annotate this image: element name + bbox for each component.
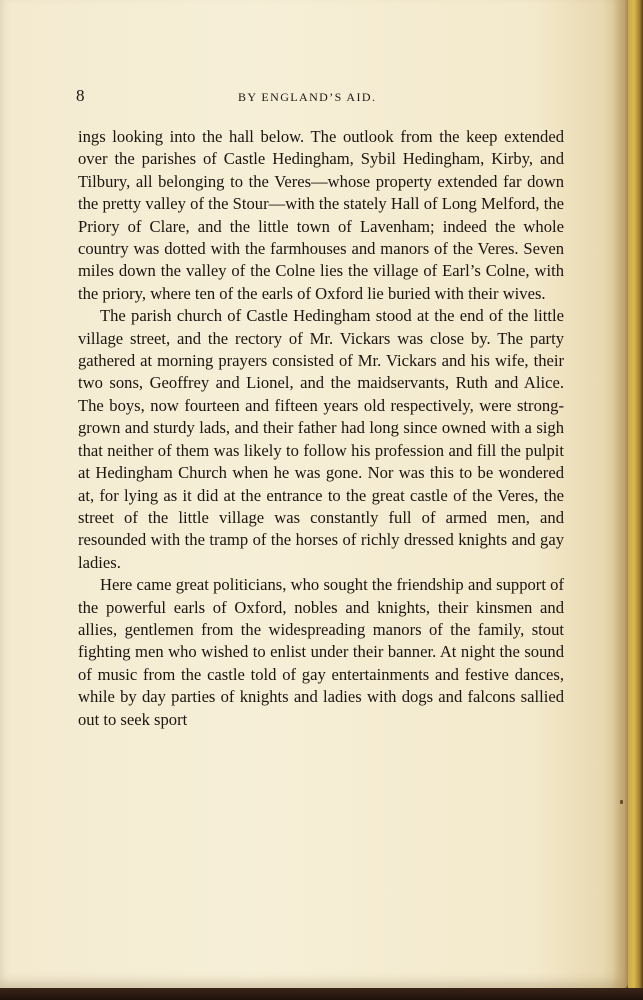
running-head: BY ENGLAND’S AID. <box>238 90 377 104</box>
book-binding-edge <box>628 0 643 1000</box>
ink-speck <box>620 800 623 804</box>
paragraph-continued: ings looking into the hall below. The outlook from the keep extended over the parishes of Castle Hedingham, Sybil Hedingham, Kirby, and Tilbury, all belonging to the Veres—whose property extended far down the pretty valley of the Stour—with the stately Hall of Long Melford, the Priory of Clare, and the little town of Lavenham; indeed the whole country was dotted with the farmhouses and manors of the Veres. Seven miles down the valley of the Colne lies the village of Earl’s Colne, with the priory, where ten of the earls of Oxford lie buried with their wives. <box>78 127 564 303</box>
page-header <box>76 86 566 110</box>
body-text <box>78 126 564 731</box>
bottom-shadow-band <box>0 988 643 1000</box>
page-number: 8 <box>76 86 85 105</box>
paragraph: Here came great politicians, who sought the friendship and support of the powerful earls of Oxford, nobles and knights, their kinsmen and allies, gentlemen from the widespreading manors of the family, stout fighting men who wished to enlist under their banner. At night the sound of music from the castle told of gay entertainments and festive dances, while by day parties of knights and ladies with dogs and falcons sallied out to seek sport <box>78 575 564 729</box>
paragraph: The parish church of Castle Hedingham stood at the end of the little village street, and the rectory of Mr. Vickars was close by. The party gathered at morning prayers consisted of Mr. Vickars and his wife, their two sons, Geoffrey and Lionel, and the maidservants, Ruth and Alice. The boys, now fourteen and fifteen years old respectively, were strong-grown and sturdy lads, and their father had long since owned with a sigh that neither of them was likely to follow his profession and fill the pulpit at Hedingham Church when he was gone. Nor was this to be wondered at, for lying as it did at the entrance to the great castle of the Veres, the street of the little village was constantly full of armed men, and resounded with the tramp of the horses of richly dressed knights and gay ladies. <box>78 306 564 572</box>
